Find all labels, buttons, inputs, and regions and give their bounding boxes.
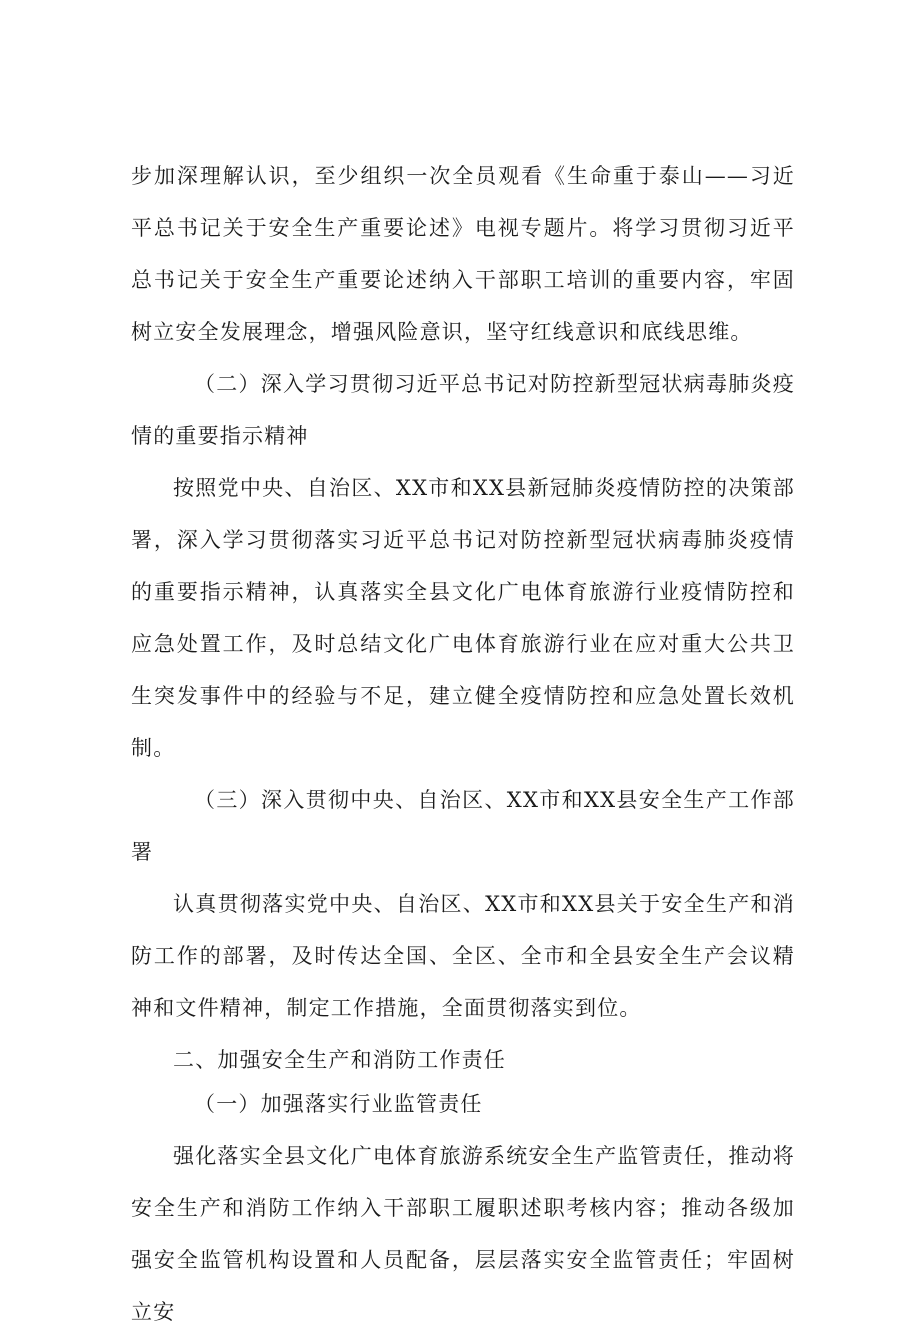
paragraph-supervision: 强化落实全县文化广电体育旅游系统安全生产监管责任，推动将安全生产和消防工作纳入干部职工履职述职考核内容；推动各级加强安全监管机构设置和人员配备，层层落实安全监管责任；牢固树立安	[131, 1144, 795, 1324]
document-body	[131, 150, 795, 1338]
paragraph-deployment: 认真贯彻落实党中央、自治区、XX市和XX县关于安全生产和消防工作的部署，及时传达全国、全区、全市和全县安全生产会议精神和文件精神，制定工作措施，全面贯彻落实到位。	[131, 892, 795, 1020]
chapter-heading-2: 二、加强安全生产和消防工作责任	[173, 1048, 506, 1072]
paragraph-continued: 步加深理解认识，至少组织一次全员观看《生命重于泰山——习近平总书记关于安全生产重要论述》电视专题片。将学习贯彻习近平总书记关于安全生产重要论述纳入干部职工培训的重要内容，牢固树立安全发展理念，增强风险意识，坚守红线意识和底线思维。	[131, 164, 795, 344]
section-heading-2: （二）深入学习贯彻习近平总书记对防控新型冠状病毒肺炎疫情的重要指示精神	[131, 372, 795, 448]
section-heading-3: （三）深入贯彻中央、自治区、XX市和XX县安全生产工作部署	[131, 788, 795, 864]
section-heading-1: （一）加强落实行业监管责任	[194, 1092, 483, 1116]
paragraph-epidemic: 按照党中央、自治区、XX市和XX县新冠肺炎疫情防控的决策部署，深入学习贯彻落实习近平总书记对防控新型冠状病毒肺炎疫情的重要指示精神，认真落实全县文化广电体育旅游行业疫情防控和应急处置工作，及时总结文化广电体育旅游行业在应对重大公共卫生突发事件中的经验与不足，建立健全疫情防控和应急处置长效机制。	[131, 476, 795, 760]
